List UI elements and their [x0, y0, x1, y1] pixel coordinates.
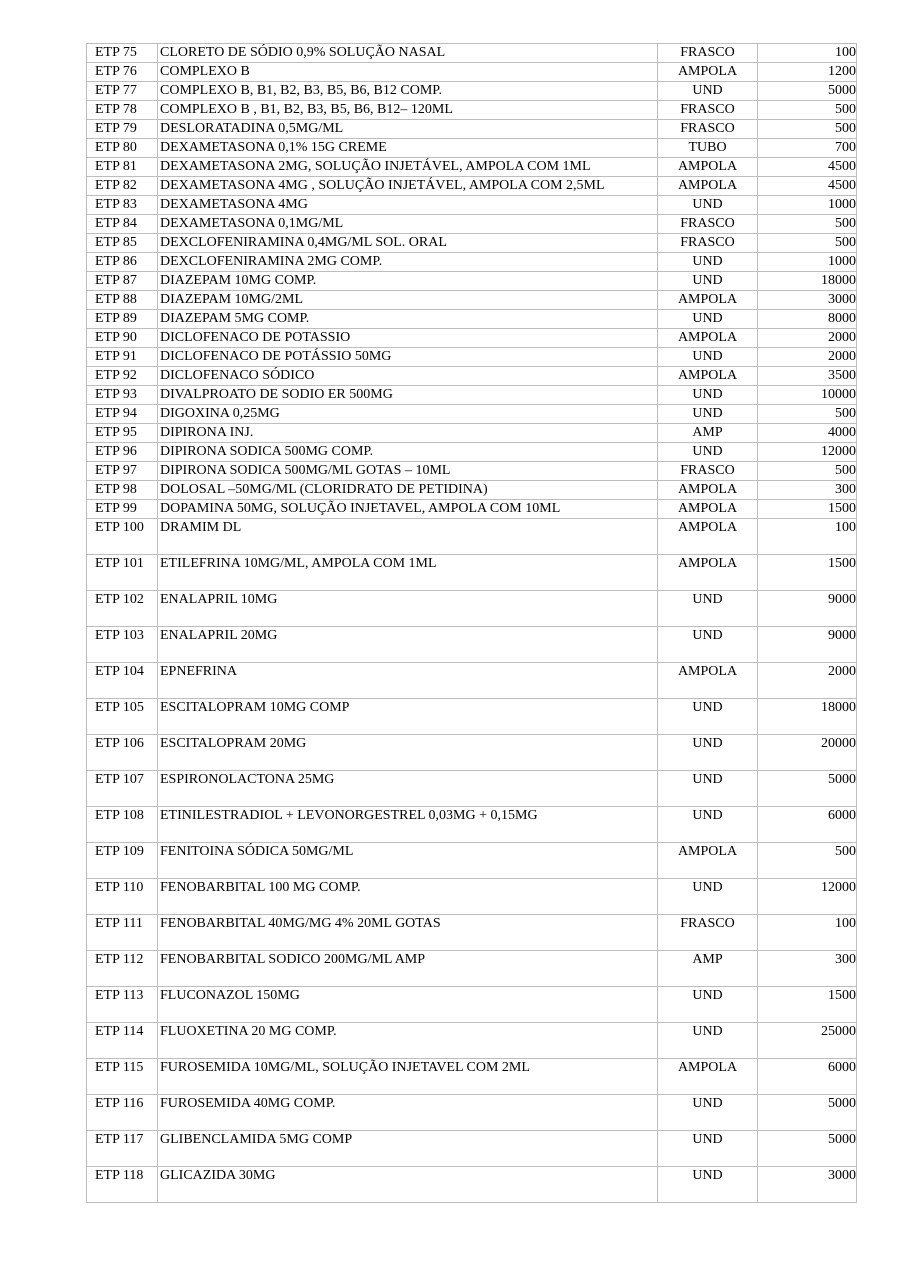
- unit-cell: FRASCO: [658, 44, 758, 63]
- medication-table: [86, 43, 857, 1203]
- quantity-cell: 10000: [758, 386, 857, 405]
- quantity-cell: 9000: [758, 591, 857, 627]
- unit-cell: UND: [658, 272, 758, 291]
- table-row: [87, 1023, 857, 1059]
- item-code-cell: ETP 93: [87, 386, 158, 405]
- quantity-cell: 8000: [758, 310, 857, 329]
- item-code-cell: ETP 109: [87, 843, 158, 879]
- description-cell: DOPAMINA 50MG, SOLUÇÃO INJETAVEL, AMPOLA COM 10ML: [158, 500, 658, 519]
- quantity-cell: 2000: [758, 348, 857, 367]
- table-row: [87, 987, 857, 1023]
- quantity-cell: 4500: [758, 177, 857, 196]
- table-row: [87, 386, 857, 405]
- description-cell: DEXAMETASONA 4MG: [158, 196, 658, 215]
- quantity-cell: 4000: [758, 424, 857, 443]
- item-code-cell: ETP 114: [87, 1023, 158, 1059]
- item-code-cell: ETP 84: [87, 215, 158, 234]
- item-code-cell: ETP 96: [87, 443, 158, 462]
- description-cell: DEXAMETASONA 4MG , SOLUÇÃO INJETÁVEL, AMPOLA COM 2,5ML: [158, 177, 658, 196]
- item-code-cell: ETP 91: [87, 348, 158, 367]
- unit-cell: UND: [658, 1131, 758, 1167]
- unit-cell: AMPOLA: [658, 663, 758, 699]
- table-row: [87, 291, 857, 310]
- unit-cell: UND: [658, 405, 758, 424]
- description-cell: EPNEFRINA: [158, 663, 658, 699]
- unit-cell: FRASCO: [658, 462, 758, 481]
- table-row: [87, 348, 857, 367]
- unit-cell: FRASCO: [658, 215, 758, 234]
- table-row: [87, 215, 857, 234]
- description-cell: DESLORATADINA 0,5MG/ML: [158, 120, 658, 139]
- unit-cell: FRASCO: [658, 915, 758, 951]
- quantity-cell: 6000: [758, 1059, 857, 1095]
- unit-cell: UND: [658, 1023, 758, 1059]
- description-cell: ETINILESTRADIOL + LEVONORGESTREL 0,03MG + 0,15MG: [158, 807, 658, 843]
- item-code-cell: ETP 111: [87, 915, 158, 951]
- quantity-cell: 500: [758, 234, 857, 253]
- quantity-cell: 12000: [758, 879, 857, 915]
- unit-cell: AMPOLA: [658, 1059, 758, 1095]
- item-code-cell: ETP 92: [87, 367, 158, 386]
- description-cell: DOLOSAL –50MG/ML (CLORIDRATO DE PETIDINA): [158, 481, 658, 500]
- table-row: [87, 1167, 857, 1203]
- item-code-cell: ETP 97: [87, 462, 158, 481]
- unit-cell: UND: [658, 1167, 758, 1203]
- item-code-cell: ETP 94: [87, 405, 158, 424]
- table-row: [87, 82, 857, 101]
- table-row: [87, 44, 857, 63]
- table-row: [87, 405, 857, 424]
- description-cell: ENALAPRIL 20MG: [158, 627, 658, 663]
- item-code-cell: ETP 79: [87, 120, 158, 139]
- description-cell: DICLOFENACO DE POTASSIO: [158, 329, 658, 348]
- unit-cell: UND: [658, 386, 758, 405]
- description-cell: DEXAMETASONA 0,1MG/ML: [158, 215, 658, 234]
- table-row: [87, 120, 857, 139]
- quantity-cell: 300: [758, 481, 857, 500]
- item-code-cell: ETP 102: [87, 591, 158, 627]
- quantity-cell: 20000: [758, 735, 857, 771]
- description-cell: DICLOFENACO DE POTÁSSIO 50MG: [158, 348, 658, 367]
- description-cell: FLUOXETINA 20 MG COMP.: [158, 1023, 658, 1059]
- quantity-cell: 500: [758, 462, 857, 481]
- table-row: [87, 139, 857, 158]
- unit-cell: UND: [658, 735, 758, 771]
- item-code-cell: ETP 88: [87, 291, 158, 310]
- description-cell: COMPLEXO B, B1, B2, B3, B5, B6, B12 COMP.: [158, 82, 658, 101]
- table-row: [87, 101, 857, 120]
- unit-cell: AMPOLA: [658, 158, 758, 177]
- table-row: [87, 196, 857, 215]
- description-cell: FENOBARBITAL 100 MG COMP.: [158, 879, 658, 915]
- item-code-cell: ETP 81: [87, 158, 158, 177]
- quantity-cell: 1500: [758, 555, 857, 591]
- table-row: [87, 1131, 857, 1167]
- item-code-cell: ETP 118: [87, 1167, 158, 1203]
- description-cell: FENOBARBITAL 40MG/MG 4% 20ML GOTAS: [158, 915, 658, 951]
- table-row: [87, 481, 857, 500]
- description-cell: ESPIRONOLACTONA 25MG: [158, 771, 658, 807]
- description-cell: ESCITALOPRAM 20MG: [158, 735, 658, 771]
- unit-cell: AMPOLA: [658, 843, 758, 879]
- item-code-cell: ETP 99: [87, 500, 158, 519]
- item-code-cell: ETP 86: [87, 253, 158, 272]
- quantity-cell: 500: [758, 405, 857, 424]
- unit-cell: AMPOLA: [658, 500, 758, 519]
- item-code-cell: ETP 90: [87, 329, 158, 348]
- table-row: [87, 735, 857, 771]
- unit-cell: FRASCO: [658, 234, 758, 253]
- description-cell: ENALAPRIL 10MG: [158, 591, 658, 627]
- quantity-cell: 2000: [758, 663, 857, 699]
- item-code-cell: ETP 87: [87, 272, 158, 291]
- description-cell: DEXAMETASONA 0,1% 15G CREME: [158, 139, 658, 158]
- table-row: [87, 915, 857, 951]
- table-row: [87, 519, 857, 555]
- description-cell: DEXAMETASONA 2MG, SOLUÇÃO INJETÁVEL, AMPOLA COM 1ML: [158, 158, 658, 177]
- unit-cell: AMP: [658, 424, 758, 443]
- unit-cell: UND: [658, 771, 758, 807]
- quantity-cell: 9000: [758, 627, 857, 663]
- table-row: [87, 500, 857, 519]
- unit-cell: AMP: [658, 951, 758, 987]
- item-code-cell: ETP 115: [87, 1059, 158, 1095]
- item-code-cell: ETP 112: [87, 951, 158, 987]
- table-row: [87, 1059, 857, 1095]
- item-code-cell: ETP 107: [87, 771, 158, 807]
- item-code-cell: ETP 77: [87, 82, 158, 101]
- unit-cell: UND: [658, 807, 758, 843]
- item-code-cell: ETP 76: [87, 63, 158, 82]
- unit-cell: UND: [658, 443, 758, 462]
- description-cell: ETILEFRINA 10MG/ML, AMPOLA COM 1ML: [158, 555, 658, 591]
- description-cell: CLORETO DE SÓDIO 0,9% SOLUÇÃO NASAL: [158, 44, 658, 63]
- item-code-cell: ETP 101: [87, 555, 158, 591]
- quantity-cell: 25000: [758, 1023, 857, 1059]
- description-cell: DIVALPROATO DE SODIO ER 500MG: [158, 386, 658, 405]
- description-cell: DIAZEPAM 10MG/2ML: [158, 291, 658, 310]
- quantity-cell: 3000: [758, 291, 857, 310]
- unit-cell: TUBO: [658, 139, 758, 158]
- quantity-cell: 500: [758, 215, 857, 234]
- table-row: [87, 843, 857, 879]
- description-cell: DEXCLOFENIRAMINA 2MG COMP.: [158, 253, 658, 272]
- quantity-cell: 100: [758, 519, 857, 555]
- quantity-cell: 18000: [758, 272, 857, 291]
- unit-cell: UND: [658, 310, 758, 329]
- quantity-cell: 6000: [758, 807, 857, 843]
- description-cell: DIAZEPAM 5MG COMP.: [158, 310, 658, 329]
- description-cell: GLICAZIDA 30MG: [158, 1167, 658, 1203]
- unit-cell: AMPOLA: [658, 291, 758, 310]
- quantity-cell: 5000: [758, 1095, 857, 1131]
- quantity-cell: 1000: [758, 196, 857, 215]
- table-row: [87, 424, 857, 443]
- table-row: [87, 253, 857, 272]
- description-cell: FENOBARBITAL SODICO 200MG/ML AMP: [158, 951, 658, 987]
- unit-cell: UND: [658, 987, 758, 1023]
- item-code-cell: ETP 116: [87, 1095, 158, 1131]
- quantity-cell: 100: [758, 44, 857, 63]
- unit-cell: UND: [658, 591, 758, 627]
- description-cell: FUROSEMIDA 10MG/ML, SOLUÇÃO INJETAVEL COM 2ML: [158, 1059, 658, 1095]
- description-cell: DIGOXINA 0,25MG: [158, 405, 658, 424]
- quantity-cell: 1500: [758, 987, 857, 1023]
- description-cell: ESCITALOPRAM 10MG COMP: [158, 699, 658, 735]
- description-cell: DIAZEPAM 10MG COMP.: [158, 272, 658, 291]
- table-row: [87, 177, 857, 196]
- item-code-cell: ETP 85: [87, 234, 158, 253]
- table-row: [87, 699, 857, 735]
- table-row: [87, 951, 857, 987]
- item-code-cell: ETP 78: [87, 101, 158, 120]
- description-cell: DRAMIM DL: [158, 519, 658, 555]
- quantity-cell: 4500: [758, 158, 857, 177]
- item-code-cell: ETP 95: [87, 424, 158, 443]
- item-code-cell: ETP 80: [87, 139, 158, 158]
- unit-cell: AMPOLA: [658, 555, 758, 591]
- unit-cell: UND: [658, 879, 758, 915]
- quantity-cell: 5000: [758, 771, 857, 807]
- item-code-cell: ETP 75: [87, 44, 158, 63]
- unit-cell: AMPOLA: [658, 177, 758, 196]
- unit-cell: AMPOLA: [658, 519, 758, 555]
- quantity-cell: 3500: [758, 367, 857, 386]
- quantity-cell: 500: [758, 843, 857, 879]
- quantity-cell: 1500: [758, 500, 857, 519]
- unit-cell: FRASCO: [658, 101, 758, 120]
- description-cell: GLIBENCLAMIDA 5MG COMP: [158, 1131, 658, 1167]
- table-row: [87, 329, 857, 348]
- quantity-cell: 500: [758, 101, 857, 120]
- item-code-cell: ETP 103: [87, 627, 158, 663]
- quantity-cell: 5000: [758, 82, 857, 101]
- unit-cell: UND: [658, 253, 758, 272]
- unit-cell: UND: [658, 699, 758, 735]
- unit-cell: UND: [658, 1095, 758, 1131]
- unit-cell: UND: [658, 627, 758, 663]
- quantity-cell: 12000: [758, 443, 857, 462]
- table-row: [87, 771, 857, 807]
- table-row: [87, 627, 857, 663]
- item-code-cell: ETP 113: [87, 987, 158, 1023]
- table-row: [87, 310, 857, 329]
- quantity-cell: 3000: [758, 1167, 857, 1203]
- item-code-cell: ETP 117: [87, 1131, 158, 1167]
- table-row: [87, 591, 857, 627]
- description-cell: COMPLEXO B , B1, B2, B3, B5, B6, B12– 120ML: [158, 101, 658, 120]
- description-cell: FUROSEMIDA 40MG COMP.: [158, 1095, 658, 1131]
- item-code-cell: ETP 105: [87, 699, 158, 735]
- unit-cell: FRASCO: [658, 120, 758, 139]
- item-code-cell: ETP 89: [87, 310, 158, 329]
- medication-table-body: [87, 44, 857, 1203]
- quantity-cell: 18000: [758, 699, 857, 735]
- unit-cell: UND: [658, 348, 758, 367]
- table-row: [87, 879, 857, 915]
- description-cell: DIPIRONA SODICA 500MG COMP.: [158, 443, 658, 462]
- table-row: [87, 63, 857, 82]
- table-row: [87, 1095, 857, 1131]
- description-cell: DIPIRONA INJ.: [158, 424, 658, 443]
- description-cell: FLUCONAZOL 150MG: [158, 987, 658, 1023]
- quantity-cell: 500: [758, 120, 857, 139]
- quantity-cell: 100: [758, 915, 857, 951]
- unit-cell: AMPOLA: [658, 481, 758, 500]
- quantity-cell: 1000: [758, 253, 857, 272]
- item-code-cell: ETP 108: [87, 807, 158, 843]
- description-cell: FENITOINA SÓDICA 50MG/ML: [158, 843, 658, 879]
- unit-cell: UND: [658, 196, 758, 215]
- quantity-cell: 5000: [758, 1131, 857, 1167]
- quantity-cell: 2000: [758, 329, 857, 348]
- table-row: [87, 272, 857, 291]
- description-cell: COMPLEXO B: [158, 63, 658, 82]
- unit-cell: AMPOLA: [658, 63, 758, 82]
- item-code-cell: ETP 104: [87, 663, 158, 699]
- description-cell: DEXCLOFENIRAMINA 0,4MG/ML SOL. ORAL: [158, 234, 658, 253]
- unit-cell: UND: [658, 82, 758, 101]
- item-code-cell: ETP 110: [87, 879, 158, 915]
- quantity-cell: 1200: [758, 63, 857, 82]
- table-row: [87, 462, 857, 481]
- unit-cell: AMPOLA: [658, 367, 758, 386]
- table-row: [87, 443, 857, 462]
- table-row: [87, 367, 857, 386]
- quantity-cell: 300: [758, 951, 857, 987]
- item-code-cell: ETP 98: [87, 481, 158, 500]
- description-cell: DIPIRONA SODICA 500MG/ML GOTAS – 10ML: [158, 462, 658, 481]
- item-code-cell: ETP 100: [87, 519, 158, 555]
- table-row: [87, 555, 857, 591]
- quantity-cell: 700: [758, 139, 857, 158]
- unit-cell: AMPOLA: [658, 329, 758, 348]
- item-code-cell: ETP 83: [87, 196, 158, 215]
- description-cell: DICLOFENACO SÓDICO: [158, 367, 658, 386]
- item-code-cell: ETP 106: [87, 735, 158, 771]
- item-code-cell: ETP 82: [87, 177, 158, 196]
- table-row: [87, 234, 857, 253]
- table-row: [87, 158, 857, 177]
- table-row: [87, 663, 857, 699]
- table-row: [87, 807, 857, 843]
